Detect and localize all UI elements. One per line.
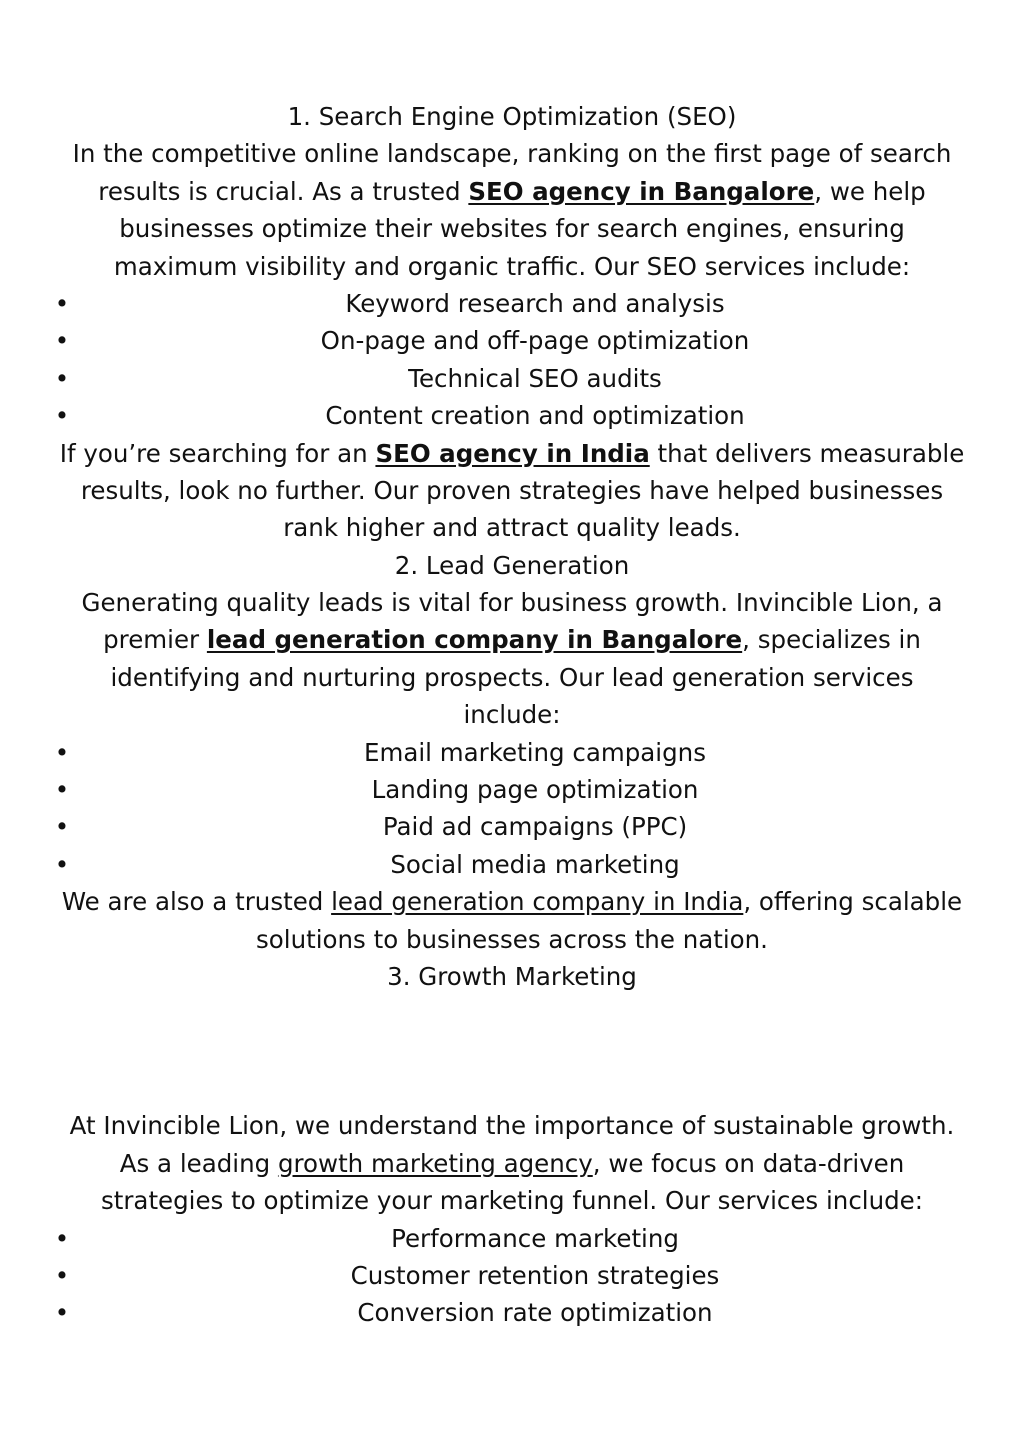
growth-intro-line: strategies to optimize your marketing funnel. Our services include: (100, 1186, 924, 1216)
leadgen-intro-line: identifying and nurturing prospects. Our lead generation services (110, 662, 914, 692)
list-item (0, 734, 1024, 771)
list-item-text: Paid ad campaigns (PPC) (382, 812, 688, 842)
seo-agency-bangalore-link[interactable]: SEO agency in Bangalore (468, 176, 815, 206)
list-item (0, 771, 1024, 808)
seo-intro-text: results is crucial. As a trusted (98, 176, 469, 206)
list-item-text: Email marketing campaigns (364, 737, 706, 767)
leadgen-outro-line (0, 883, 1024, 920)
leadgen-intro-line: include: (463, 700, 561, 730)
seo-intro-line: businesses optimize their websites for search engines, ensuring (119, 214, 905, 244)
list-item (0, 846, 1024, 883)
seo-intro-line: maximum visibility and organic traffic. Our SEO services include: (113, 251, 911, 281)
bullet-icon: • (54, 288, 70, 318)
leadgen-section (0, 547, 1024, 958)
seo-outro-line: results, look no further. Our proven strategies have helped businesses (80, 475, 944, 505)
leadgen-heading: 2. Lead Generation (394, 550, 630, 580)
seo-outro-text: If you’re searching for an (59, 438, 376, 468)
list-item-text: Technical SEO audits (408, 363, 662, 393)
list-item (0, 1257, 1024, 1294)
list-item (0, 322, 1024, 359)
list-item-text: Keyword research and analysis (345, 288, 725, 318)
bullet-icon: • (54, 775, 70, 805)
list-item-text: Customer retention strategies (350, 1260, 720, 1290)
list-item-text: Performance marketing (391, 1223, 679, 1253)
list-item (0, 1294, 1024, 1331)
bullet-icon: • (54, 737, 70, 767)
list-item-text: Social media marketing (390, 849, 680, 879)
leadgen-company-bangalore-link[interactable]: lead generation company in Bangalore (206, 625, 743, 655)
bullet-icon: • (54, 1223, 70, 1253)
list-item-text: Conversion rate optimization (357, 1298, 713, 1328)
section-spacer (0, 995, 1024, 1107)
seo-intro-line (0, 173, 1024, 210)
list-item-text: Content creation and optimization (325, 401, 745, 431)
list-item (0, 360, 1024, 397)
bullet-icon: • (54, 812, 70, 842)
seo-agency-india-link[interactable]: SEO agency in India (375, 438, 650, 468)
bullet-icon: • (54, 849, 70, 879)
seo-outro-line: rank higher and attract quality leads. (283, 513, 741, 543)
growth-intro-text: As a leading (119, 1148, 278, 1178)
seo-intro-text: , we help (814, 176, 926, 206)
list-item (0, 285, 1024, 322)
leadgen-company-india-link[interactable]: lead generation company in India (331, 887, 744, 917)
document-page (0, 98, 1024, 1332)
leadgen-outro-line: solutions to businesses across the nation. (256, 924, 768, 954)
list-item-text: Landing page optimization (371, 775, 699, 805)
growth-intro-line: At Invincible Lion, we understand the importance of sustainable growth. (69, 1111, 955, 1141)
growth-intro-text: , we focus on data-driven (592, 1148, 905, 1178)
bullet-icon: • (54, 363, 70, 393)
seo-intro-line: In the competitive online landscape, ranking on the first page of search (72, 139, 952, 169)
growth-intro-line (0, 1145, 1024, 1182)
seo-outro-line (0, 435, 1024, 472)
leadgen-intro-text: , specializes in (742, 625, 921, 655)
seo-section (0, 98, 1024, 547)
leadgen-intro-line: Generating quality leads is vital for business growth. Invincible Lion, a (81, 588, 943, 618)
bullet-icon: • (54, 1298, 70, 1328)
list-item-text: On-page and off-page optimization (320, 326, 750, 356)
leadgen-intro-line (0, 621, 1024, 658)
list-item (0, 397, 1024, 434)
bullet-icon: • (54, 1260, 70, 1290)
growth-section (0, 958, 1024, 1332)
bullet-icon: • (54, 326, 70, 356)
leadgen-intro-text: premier (103, 625, 207, 655)
growth-marketing-agency-link[interactable]: growth marketing agency (277, 1148, 593, 1178)
list-item (0, 1220, 1024, 1257)
growth-heading: 3. Growth Marketing (387, 961, 637, 991)
bullet-icon: • (54, 401, 70, 431)
seo-outro-text: that delivers measurable (649, 438, 965, 468)
leadgen-outro-text: , offering scalable (743, 887, 963, 917)
seo-heading: 1. Search Engine Optimization (SEO) (287, 102, 737, 131)
leadgen-outro-text: We are also a trusted (61, 887, 332, 917)
list-item (0, 808, 1024, 845)
